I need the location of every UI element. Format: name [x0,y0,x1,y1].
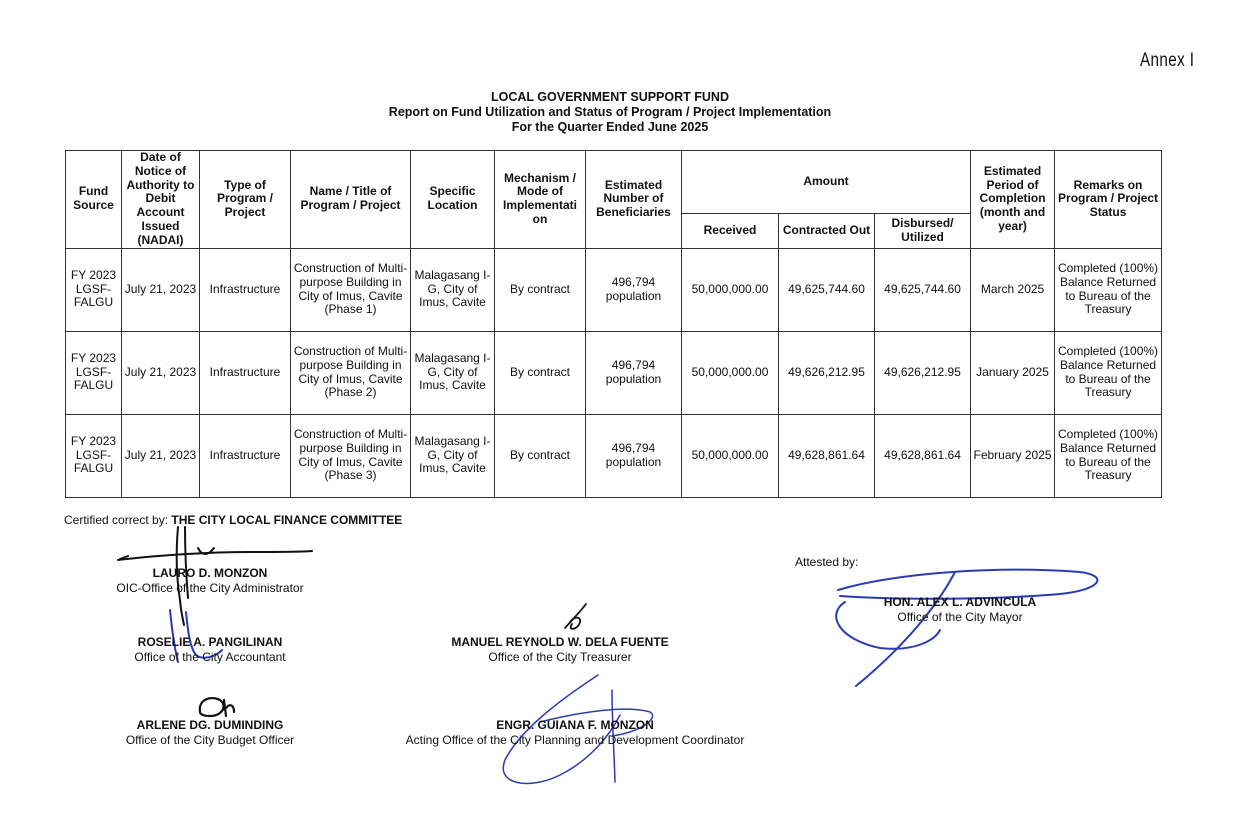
header-contracted: Contracted Out [779,214,875,249]
cell-mechanism: By contract [495,331,586,414]
cell-remarks: Completed (100%) Balance Returned to Bureau of the Treasury [1055,248,1162,331]
header-amount: Amount [682,151,971,214]
report-subtitle: Report on Fund Utilization and Status of Program / Project Implementation [388,105,832,119]
cell-contracted: 49,626,212.95 [779,331,875,414]
report-period: For the Quarter Ended June 2025 [511,120,709,134]
annex-label: Annex I [1140,50,1195,71]
signatory-name: MANUEL REYNOLD W. DELA FUENTE [451,635,669,649]
signatory-office: OIC-Office of the City Administrator [116,581,304,595]
cell-nadai: July 21, 2023 [122,331,200,414]
cell-contracted: 49,625,744.60 [779,248,875,331]
report-title-block [60,90,1160,135]
cell-type: Infrastructure [200,414,291,497]
signatory-planning [385,718,765,748]
table-row [66,331,1162,414]
signatory-office: Office of the City Accountant [134,650,286,664]
signatory-name: LAURO D. MONZON [152,566,268,580]
cell-mechanism: By contract [495,248,586,331]
header-disbursed: Disbursed/ Utilized [875,214,971,249]
cell-remarks: Completed (100%) Balance Returned to Bureau of the Treasury [1055,331,1162,414]
header-period: Estimated Period of Completion (month and year) [971,151,1055,249]
header-remarks: Remarks on Program / Project Status [1055,151,1162,249]
table-row [66,248,1162,331]
cell-location: Malagasang I-G, City of Imus, Cavite [411,414,495,497]
cell-type: Infrastructure [200,248,291,331]
cell-nadai: July 21, 2023 [122,248,200,331]
cell-contracted: 49,628,861.64 [779,414,875,497]
attested-label: Attested by: [795,555,859,569]
cell-fund-source: FY 2023 LGSF-FALGU [66,414,122,497]
signatory-office: Acting Office of the City Planning and Development Coordinator [405,733,745,747]
cell-received: 50,000,000.00 [682,414,779,497]
header-fund-source: Fund Source [66,151,122,249]
report-title: LOCAL GOVERNMENT SUPPORT FUND [491,90,729,104]
cell-beneficiaries: 496,794 population [586,414,682,497]
committee-name: THE CITY LOCAL FINANCE COMMITTEE [171,513,403,527]
signatory-name: HON. ALEX L. ADVINCULA [883,595,1037,609]
cell-fund-source: FY 2023 LGSF-FALGU [66,331,122,414]
cell-location: Malagasang I-G, City of Imus, Cavite [411,248,495,331]
header-received: Received [682,214,779,249]
signature-dela-fuente [565,604,586,629]
cell-mechanism: By contract [495,414,586,497]
table-row [66,414,1162,497]
cell-type: Infrastructure [200,331,291,414]
signatory-office: Office of the City Budget Officer [125,733,295,747]
certified-label: Certified correct by: [64,513,169,527]
cell-disbursed: 49,625,744.60 [875,248,971,331]
cell-period: March 2025 [971,248,1055,331]
signature-advincula [836,570,1097,686]
cell-fund-source: FY 2023 LGSF-FALGU [66,248,122,331]
cell-name: Construction of Multi-purpose Building in City of Imus, Cavite (Phase 2) [291,331,411,414]
cell-disbursed: 49,628,861.64 [875,414,971,497]
cell-remarks: Completed (100%) Balance Returned to Bureau of the Treasury [1055,414,1162,497]
header-nadai: Date of Notice of Authority to Debit Account Issued (NADAI) [122,151,200,249]
signatory-name: ROSELIE A. PANGILINAN [137,635,283,649]
signatory-name: ARLENE DG. DUMINDING [136,718,284,732]
fund-utilization-table [65,150,1162,498]
signatory-administrator [110,566,310,596]
cell-location: Malagasang I-G, City of Imus, Cavite [411,331,495,414]
header-name: Name / Title of Program / Project [291,151,411,249]
cell-beneficiaries: 496,794 population [586,331,682,414]
header-mechanism: Mechanism / Mode of Implementati on [495,151,586,249]
cell-disbursed: 49,626,212.95 [875,331,971,414]
signatory-office: Office of the City Treasurer [488,650,632,664]
cell-name: Construction of Multi-purpose Building in City of Imus, Cavite (Phase 1) [291,248,411,331]
cell-received: 50,000,000.00 [682,248,779,331]
cell-period: January 2025 [971,331,1055,414]
header-type: Type of Program / Project [200,151,291,249]
cell-received: 50,000,000.00 [682,331,779,414]
signatory-office: Office of the City Mayor [897,610,1023,624]
cell-beneficiaries: 496,794 population [586,248,682,331]
certification-line [64,513,402,527]
cell-name: Construction of Multi-purpose Building in City of Imus, Cavite (Phase 3) [291,414,411,497]
signatory-accountant [110,635,310,665]
header-location: Specific Location [411,151,495,249]
header-beneficiaries: Estimated Number of Beneficiaries [586,151,682,249]
cell-period: February 2025 [971,414,1055,497]
signatory-name: ENGR. GUIANA F. MONZON [496,718,654,732]
signatory-budget-officer [100,718,320,748]
cell-nadai: July 21, 2023 [122,414,200,497]
signatory-treasurer [420,635,700,665]
signatory-mayor [860,595,1060,625]
signature-duminding [200,698,234,716]
